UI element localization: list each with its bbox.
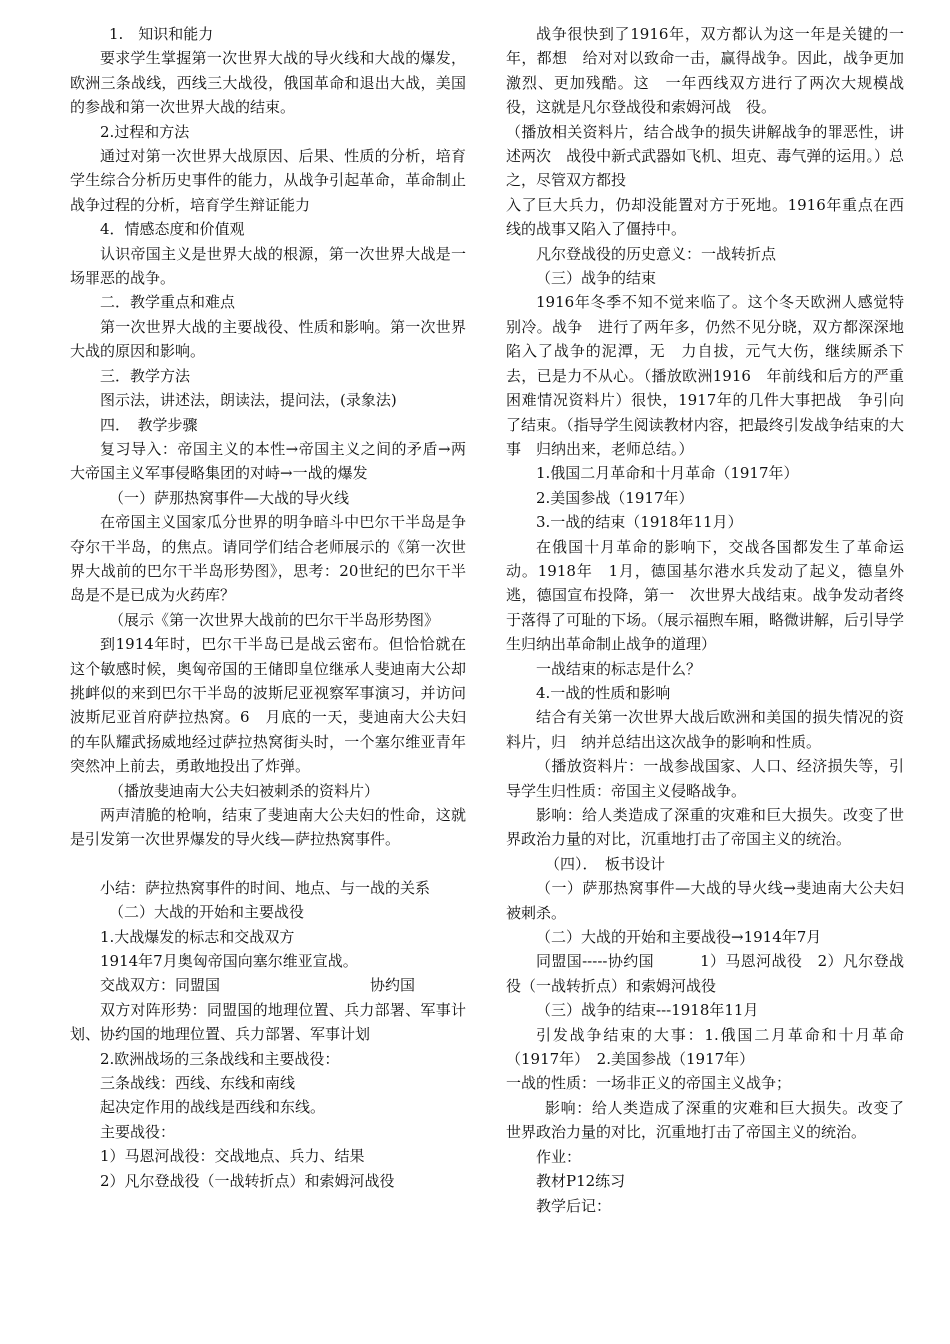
paragraph: 交战双方：同盟国 协约国 <box>100 976 416 995</box>
paragraph: 影响：给人类造成了深重的灾难和巨大损失。改变了世界政治力量的对比，沉重地打击了帝国主义的统治。 <box>506 806 904 849</box>
paragraph: 图示法，讲述法，朗读法，提问法，(录象法) <box>100 391 397 410</box>
paragraph: 教学后记： <box>536 1196 612 1215</box>
paragraph: 小结：萨拉热窝事件的时间、地点、与一战的关系 <box>100 878 431 897</box>
section-heading: 4．情感态度和价值观 <box>100 220 245 239</box>
paragraph: （三）战争的结束---1918年11月 <box>536 1001 759 1020</box>
paragraph: 一战的性质：一场非正义的帝国主义战争； <box>506 1074 792 1093</box>
paragraph: 教材P12练习 <box>536 1172 626 1191</box>
paragraph: 作业： <box>536 1147 582 1166</box>
paragraph: 起决定作用的战线是西线和东线。 <box>100 1098 326 1117</box>
subsection-heading: （二）大战的开始和主要战役 <box>109 903 305 922</box>
paragraph: （二）大战的开始和主要战役→1914年7月 <box>536 928 822 947</box>
paragraph: 4.一战的性质和影响 <box>536 683 671 702</box>
paragraph: 影响：给人类造成了深重的灾难和巨大损失。改变了世界政治力量的对比，沉重地打击了帝国主义的统治。 <box>506 1098 904 1142</box>
paragraph: （播放斐迪南大公夫妇被刺杀的资料片） <box>109 781 380 800</box>
paragraph: 主要战役： <box>100 1122 176 1141</box>
section-heading: 1. 知识和能力 <box>109 25 214 43</box>
paragraph: 两声清脆的枪响，结束了斐迪南大公夫妇的性命，这就是引发第一次世界爆发的导火线—萨拉热窝事件。 <box>70 806 466 849</box>
paragraph: 三条战线：西线、东线和南线 <box>100 1074 296 1093</box>
paragraph: 到1914年时，巴尔干半岛已是战云密布。但恰恰就在这个敏感时候，奥匈帝国的王储即皇位继承人斐迪南大公却挑衅似的来到巴尔干半岛的波斯尼亚视察军事演习，并访问波斯尼亚首府萨拉热窝。6 月底的一天，斐迪南大公夫妇的车队耀武扬威地经过萨拉热窝街头时，一个塞尔维亚青年突然冲上前去，勇敢地投出了炸弹。 <box>70 635 466 776</box>
paragraph: 双方对阵形势：同盟国的地理位置、兵力部署、军事计划、协约国的地理位置、兵力部署、军事计划 <box>70 1000 466 1044</box>
paragraph: 复习导入：帝国主义的本性→帝国主义之间的矛盾→两大帝国主义军事侵略集团的对峙→一战的爆发 <box>70 439 466 483</box>
section-heading: （四）． 板书设计 <box>545 854 666 873</box>
paragraph: （一）萨那热窝事件—大战的导火线→斐迪南大公夫妇被刺杀。 <box>506 879 904 922</box>
paragraph: 3.一战的结束（1918年11月） <box>536 513 743 532</box>
paragraph: 同盟国-----协约国 1）马恩河战役 2）凡尔登战役（一战转折点）和索姆河战役 <box>506 952 904 995</box>
right-column <box>506 22 904 1218</box>
paragraph: 引发战争结束的大事：1.俄国二月革命和十月革命（1917年） 2.美国参战（1917年） <box>506 1025 904 1069</box>
paragraph: 1.大战爆发的标志和交战双方 <box>100 927 295 946</box>
paragraph: 在俄国十月革命的影响下，交战各国都发生了革命运动。1918年 1月，德国基尔港水兵发动了起义，德皇外逃，德国宣布投降，第一 次世界大战结束。战争发动者终于落得了可耻的下场。（展示福煦车厢，略微讲解，后引导学生归纳出革命制止战争的道理） <box>506 537 904 654</box>
paragraph: （播放资料片：一战参战国家、人口、经济损失等，引导学生归性质：帝国主义侵略战争。 <box>506 757 904 800</box>
paragraph: 在帝国主义国家瓜分世界的明争暗斗中巴尔干半岛是争夺尔干半岛，的焦点。请同学们结合老师展示的《第一次世界大战前的巴尔干半岛形势图》，思考：20世纪的巴尔干半岛是不是已成为火药库？ <box>70 513 466 605</box>
paragraph: 战争很快到了1916年，双方都认为这一年是关键的一年，都想 给对对以致命一击，赢得战争。因此，战争更加激烈、更加残酷。这 一年西线双方进行了两次大规模战役，这就是凡尔登战役和索姆河战 役。 <box>506 25 904 117</box>
paragraph: （展示《第一次世界大战前的巴尔干半岛形势图》 <box>109 610 440 629</box>
paragraph: （播放相关资料片，结合战争的损失讲解战争的罪恶性，讲述两次 战役中新式武器如飞机、坦克、毒气弹的运用。）总之，尽管双方都投 <box>506 122 904 190</box>
paragraph: 要求学生掌握第一次世界大战的导火线和大战的爆发，欧洲三条战线，西线三大战役，俄国革命和退出大战，美国的参战和第一次世界大战的结束。 <box>70 49 466 117</box>
left-column <box>70 22 466 1193</box>
paragraph: 1916年冬季不知不觉来临了。这个冬天欧洲人感觉特别冷。战争 进行了两年多，仍然不见分晓，双方都深深地陷入了战争的泥潭，无 力自拔，元气大伤，继续厮杀下去，已是力不从心。（播放欧洲1916 年前线和后方的严重困难情况资料片）很快，1917年的几件大事把战 争引向了结束。（指导学生阅读教材内容，把最终引发战争结束的大事 归纳出来，老师总结。） <box>506 293 904 458</box>
spacer <box>70 852 466 876</box>
paragraph: 一战结束的标志是什么？ <box>536 659 702 678</box>
section-heading: 2.过程和方法 <box>100 122 190 141</box>
paragraph: 1.俄国二月革命和十月革命（1917年） <box>536 464 799 483</box>
section-heading: 三．教学方法 <box>100 366 191 385</box>
subsection-heading: （一）萨那热窝事件—大战的导火线 <box>109 488 350 507</box>
paragraph: 凡尔登战役的历史意义：一战转折点 <box>536 244 777 263</box>
paragraph: 2.欧洲战场的三条战线和主要战役： <box>100 1049 340 1068</box>
paragraph: 2）凡尔登战役（一战转折点）和索姆河战役 <box>100 1171 395 1190</box>
paragraph: 第一次世界大战的主要战役、性质和影响。第一次世界大战的原因和影响。 <box>70 317 466 361</box>
paragraph: 入了巨大兵力，仍却没能置对方于死地。1916年重点在西线的战事又陷入了僵持中。 <box>506 195 904 239</box>
section-heading: 二．教学重点和难点 <box>100 293 236 312</box>
paragraph: 认识帝国主义是世界大战的根源，第一次世界大战是一场罪恶的战争。 <box>70 244 466 288</box>
paragraph: 1914年7月奥匈帝国向塞尔维亚宣战。 <box>100 952 358 971</box>
paragraph: 结合有关第一次世界大战后欧洲和美国的损失情况的资料片，归 纳并总结出这次战争的影响和性质。 <box>506 708 904 751</box>
subsection-heading: （三）战争的结束 <box>536 269 657 288</box>
paragraph: 1）马恩河战役：交战地点、兵力、结果 <box>100 1147 365 1166</box>
paragraph: 2.美国参战（1917年） <box>536 488 694 507</box>
section-heading: 四． 教学步骤 <box>100 415 198 434</box>
paragraph: 通过对第一次世界大战原因、后果、性质的分析，培育学生综合分析历史事件的能力，从战争引起革命，革命制止战争过程的分析，培育学生辩证能力 <box>70 147 466 214</box>
